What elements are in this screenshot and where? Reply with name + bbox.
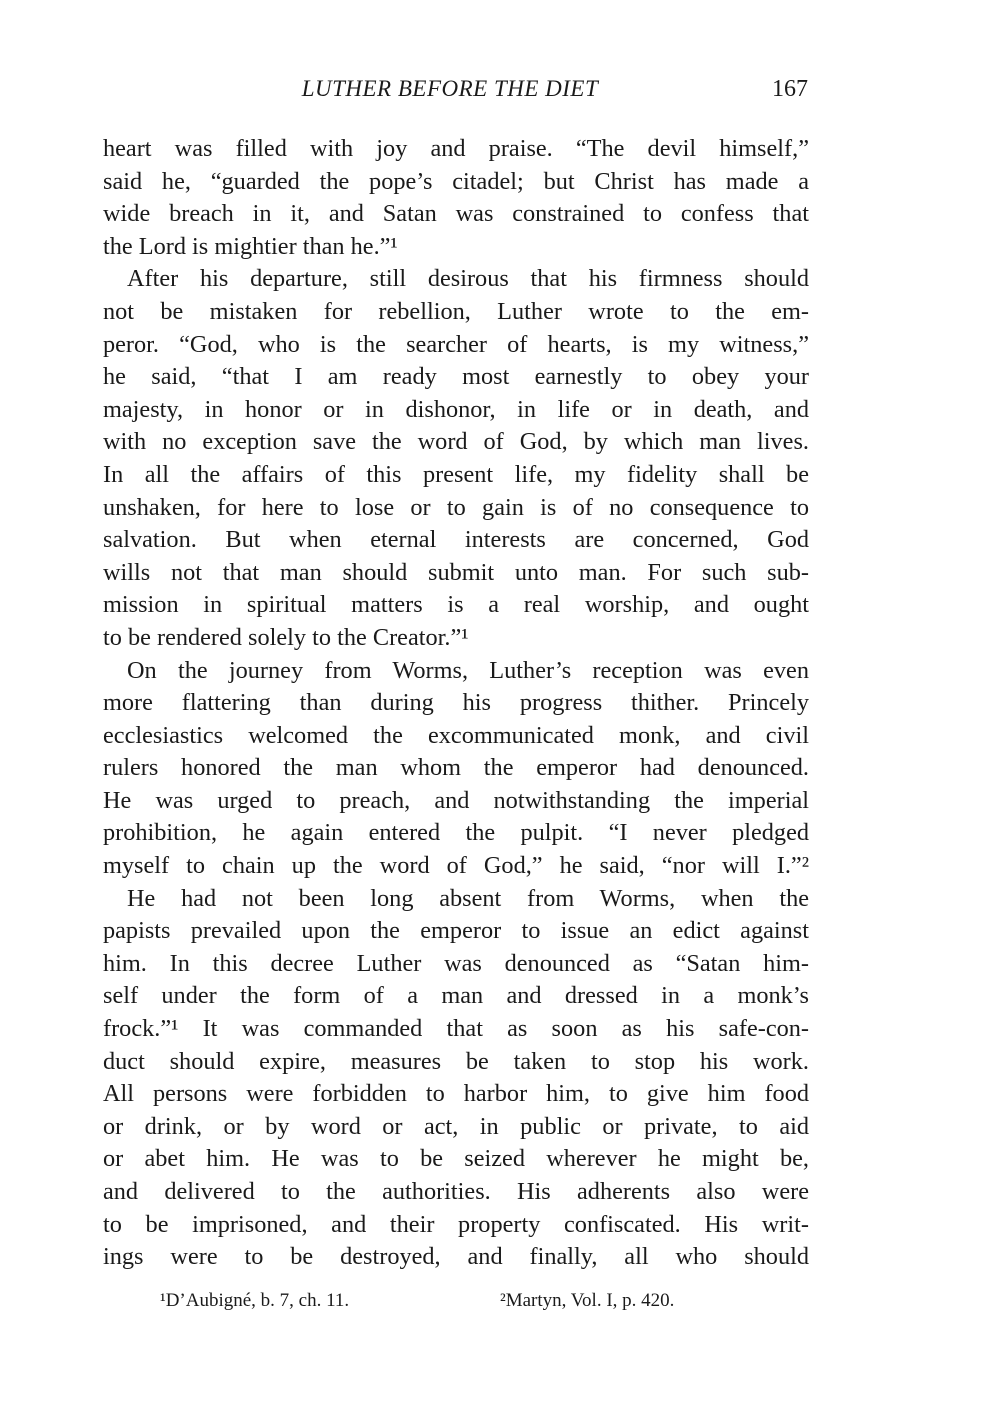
text-line: majesty, in honor or in dishonor, in life or in death, and [103,395,809,423]
footnote-2: ²Martyn, Vol. I, p. 420. [500,1290,675,1311]
text-line: myself to chain up the word of God,” he said, “nor will I.”² [103,852,809,880]
text-line: ecclesiastics welcomed the excommunicated monk, and civil [103,721,809,749]
text-line: not be mistaken for rebellion, Luther wrote to the em- [103,297,809,325]
text-line: frock.”¹ It was commanded that as soon as his safe-con- [103,1015,809,1043]
text-line: wide breach in it, and Satan was constrained to confess that [103,200,809,228]
text-line: or drink, or by word or act, in public or private, to aid [103,1112,809,1140]
text-line: rulers honored the man whom the emperor had denounced. [103,754,809,782]
text-line: He was urged to preach, and notwithstanding the imperial [103,786,809,814]
page-number: 167 [772,76,808,102]
text-line: him. In this decree Luther was denounced as “Satan him- [103,949,809,977]
text-line: In all the affairs of this present life, my fidelity shall be [103,460,809,488]
text-line: more flattering than during his progress thither. Princely [103,689,809,717]
text-line: he said, “that I am ready most earnestly to obey your [103,363,809,391]
text-line: After his departure, still desirous that his firmness should [127,265,809,293]
text-line: wills not that man should submit unto man. For such sub- [103,558,809,586]
body-text [103,133,809,1274]
text-line: unshaken, for here to lose or to gain is of no consequence to [103,493,809,521]
text-line: On the journey from Worms, Luther’s reception was even [127,656,809,684]
text-line: mission in spiritual matters is a real worship, and ought [103,591,809,619]
text-line: duct should expire, measures be taken to stop his work. [103,1047,809,1075]
text-line: with no exception save the word of God, by which man lives. [103,428,809,456]
text-line: to be rendered solely to the Creator.”¹ [103,623,469,651]
running-title: LUTHER BEFORE THE DIET [301,76,599,101]
text-line: heart was filled with joy and praise. “The devil himself,” [103,135,809,162]
text-line: to be imprisoned, and their property confiscated. His writ- [103,1210,809,1238]
text-line: All persons were forbidden to harbor him, to give him food [103,1080,809,1108]
text-line: and delivered to the authorities. His adherents also were [103,1178,809,1205]
text-line: prohibition, he again entered the pulpit. “I never pledged [103,819,809,847]
text-line: peror. “God, who is the searcher of hearts, is my witness,” [103,330,809,358]
text-line: self under the form of a man and dressed in a monk’s [103,982,809,1010]
text-line: papists prevailed upon the emperor to issue an edict against [103,917,809,945]
text-line: said he, “guarded the pope’s citadel; but Christ has made a [103,167,809,195]
text-line: ings were to be destroyed, and finally, all who should [103,1243,809,1271]
text-line: or abet him. He was to be seized wherever he might be, [103,1145,809,1173]
footnote-1: ¹D’Aubigné, b. 7, ch. 11. [160,1290,350,1311]
text-line: He had not been long absent from Worms, when the [127,884,809,912]
text-line: salvation. But when eternal interests are concerned, God [103,526,809,554]
text-line: the Lord is mightier than he.”¹ [103,232,398,260]
